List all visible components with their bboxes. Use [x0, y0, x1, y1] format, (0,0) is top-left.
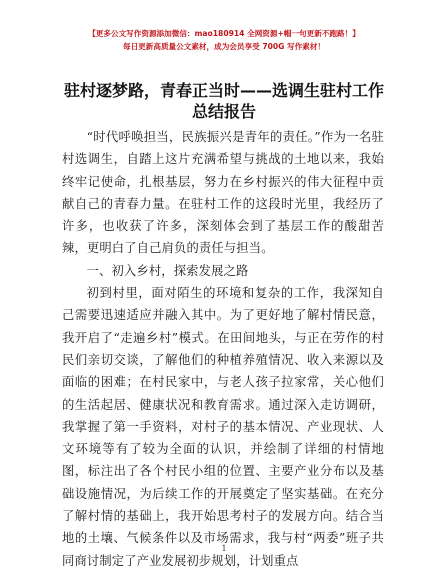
document-title	[0, 80, 448, 122]
page-number: 1	[221, 544, 227, 553]
intro-paragraph: “时代呼唤担当，民族振兴是青年的责任。”作为一名驻村选调生，自踏上这片充满希望与挑战的土地以来，我始终牢记使命，扎根基层，努力在乡村振兴的伟大征程中贡献自己的青春力量。在驻村工作的这段时光里，我经历了许多，也收获了许多，深刻体会到了基层工作的酸甜苦辣，更明白了自己肩负的责任与担当。	[62, 130, 384, 256]
document-title-line1: 驻村逐梦路，青春正当时——选调生驻村工作	[63, 81, 384, 100]
promo-banner	[0, 27, 448, 53]
document-title-line2: 总结报告	[191, 102, 256, 121]
section-paragraph: 初到村里，面对陌生的环境和复杂的工作，我深知自己需要迅速适应并融入其中。为了更好地了解村情民意，我开启了“走遍乡村”模式。在田间地头，与正在劳作的村民们亲切交谈，了解他们的种植养殖情况、收入来源以及面临的困难；在村民家中，与老人孩子拉家常，关心他们的生活起居、健康状况和教育需求。通过深入走访调研，我掌握了第一手资料，对村子的基本情况、产业现状、人文环境等有了较为全面的认识，并绘制了详细的村情地图，标注出了各个村民小组的位置、主要产业分布以及基础设施情况，为后续工作的开展奠定了坚实基础。在充分了解村情的基础上，我开始思考村子的发展方向。结合当地的土壤、气候条件以及市场需求，我与村“两委”班子共同商讨制定了产业发展初步规划，计划重点	[62, 286, 384, 568]
document-body	[62, 126, 384, 572]
promo-banner-line1: 【更多公文写作资源添加微信：mao180914 全网资源+帽一句更新不跑路！】	[88, 29, 360, 38]
section-heading: 一、初入乡村，探索发展之路	[86, 263, 249, 278]
promo-banner-line2: 每日更新高质量公文素材，成为会员享受 700G 写作素材！	[122, 42, 326, 51]
